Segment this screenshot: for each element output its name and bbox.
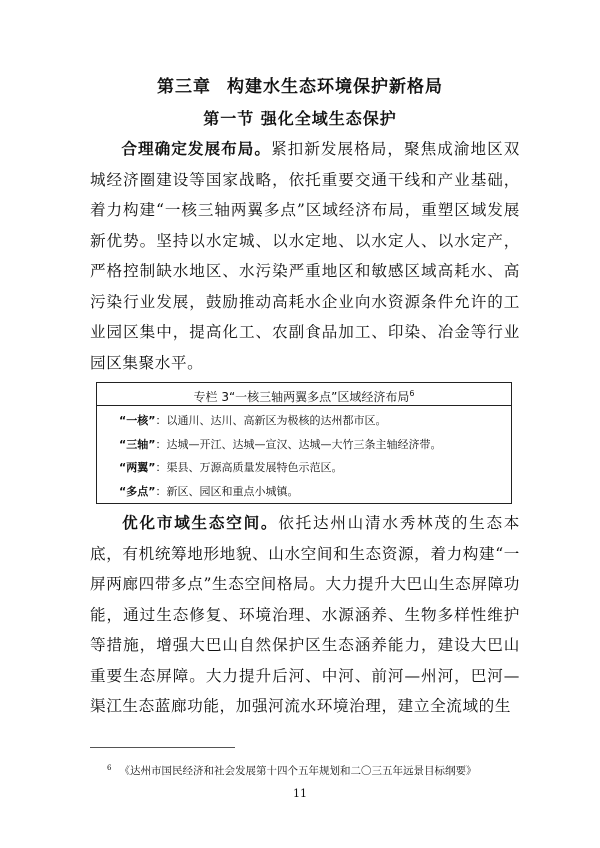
paragraph-layout bbox=[90, 508, 520, 722]
feature-box-title-text: 专栏 3“一核三轴两翼多点”区域经济布局 bbox=[193, 390, 410, 404]
paragraph-body: 紧扣新发展格局，聚焦成渝地区双城经济圈建设等国家战略，依托重要交通干线和产业基础，着力构建“一核三轴两翼多点”区域经济布局，重塑区域发展新优势。坚持以水定城、以水定地、以水定人、以水定产，严格控制缺水地区、水污染严重地区和敏感区域高耗水、高污染行业发展，鼓励推动高耗水企业向水资源条件允许的工业园区集中，提高化工、农副食品加工、印染、冶金等行业园区集聚水平。 bbox=[90, 140, 520, 372]
list-item-text: ：达城—开江、达城—宣汉、达城—大竹三条主轴经济带。 bbox=[155, 437, 442, 451]
list-item bbox=[119, 480, 511, 504]
feature-box-list bbox=[97, 406, 511, 503]
feature-box-title bbox=[97, 383, 511, 406]
footnote bbox=[107, 763, 476, 778]
paragraph-body: 依托达州山清水秀林茂的生态本底，有机统筹地形地貌、山水空间和生态资源，着力构建“一屏两廊四带多点”生态空间格局。大力提升大巴山生态屏障功能，通过生态修复、环境治理、水源涵养、生物多样性维护等措施，增强大巴山自然保护区生态涵养能力，建设大巴山重要生态屏障。大力提升后河、中河、前河—州河，巴河—渠江生态蓝廊功能，加强河流水环境治理，建立全流域的生 bbox=[90, 514, 520, 715]
section-heading: 第一节 强化全域生态保护 bbox=[203, 109, 397, 128]
footnote-mark: 6 bbox=[107, 763, 112, 772]
paragraph-lead: 优化市域生态空间。 bbox=[121, 514, 279, 532]
list-item-term: “两翼” bbox=[119, 461, 156, 474]
list-item-text: ：以通川、达川、高新区为极核的达州都市区。 bbox=[155, 414, 387, 427]
footnote-divider bbox=[90, 747, 235, 748]
list-item-text: ：新区、园区和重点小城镇。 bbox=[155, 484, 299, 498]
page-number: 11 bbox=[293, 787, 307, 800]
list-item-text: ：渠县、万源高质量发展特色示范区。 bbox=[155, 461, 343, 474]
list-item bbox=[119, 456, 511, 480]
list-item-term: “三轴” bbox=[119, 437, 156, 451]
list-item-term: “多点” bbox=[119, 484, 156, 498]
list-item-term: “一核” bbox=[119, 414, 156, 427]
footnote-text: 《达州市国民经济和社会发展第十四个五年规划和二〇三五年远景目标纲要》 bbox=[119, 765, 477, 777]
paragraph-layout bbox=[90, 134, 520, 378]
chapter-number: 第三章 bbox=[157, 77, 211, 97]
chapter-title: 构建水生态环境保护新格局 bbox=[227, 77, 443, 97]
paragraph-lead: 合理确定发展布局。 bbox=[121, 140, 272, 158]
list-item bbox=[119, 433, 511, 457]
footnote-reference: 6 bbox=[409, 389, 415, 398]
list-item bbox=[119, 409, 511, 433]
feature-box bbox=[96, 382, 512, 504]
chapter-heading bbox=[0, 72, 600, 97]
